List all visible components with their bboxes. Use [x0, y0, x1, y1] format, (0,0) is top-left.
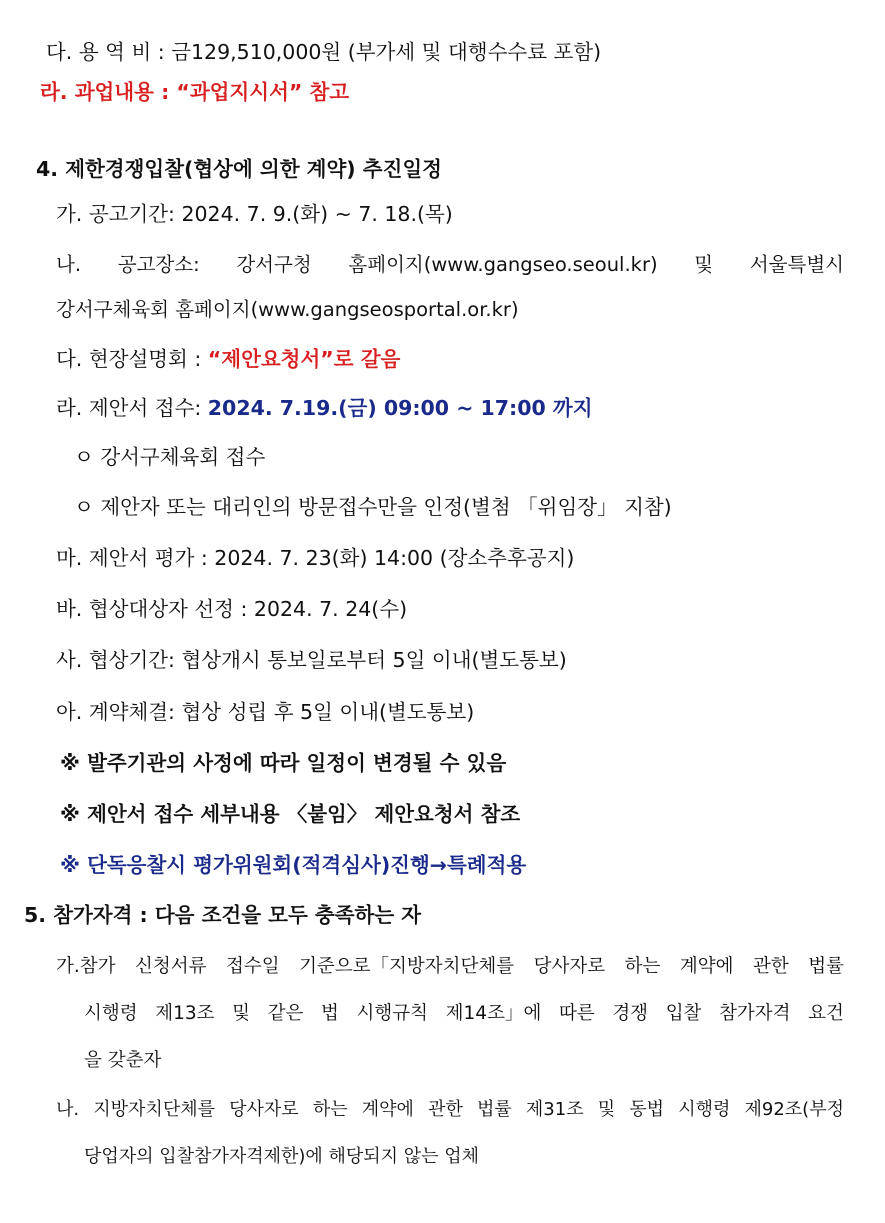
word: 및: [232, 1003, 251, 1024]
word: 제14조」에: [445, 1003, 542, 1024]
note-schedule-change: ※ 발주기관의 사정에 따라 일정이 변경될 수 있음: [60, 751, 507, 775]
word: 및: [694, 253, 714, 276]
word: 신청서류: [134, 956, 207, 977]
word: 서울특별시: [749, 253, 844, 276]
budget-line: 다. 용 역 비 : 금129,510,000원 (부가세 및 대행수수료 포함): [46, 40, 602, 64]
site-briefing-line: [56, 345, 400, 373]
negotiator-selection-line: 바. 협상대상자 선정 : 2024. 7. 24(수): [56, 597, 408, 621]
word: 시행령: [678, 1099, 731, 1120]
qualification-2-line-2: 당업자의 입찰참가자격제한)에 해당되지 않는 업체: [84, 1146, 480, 1167]
word: 당사자로: [533, 956, 606, 977]
proposal-receipt-line: [56, 394, 593, 422]
word: 제31조: [525, 1099, 584, 1120]
evaluation-line: 마. 제안서 평가 : 2024. 7. 23(화) 14:00 (장소추후공지): [56, 546, 575, 570]
word: 공고장소:: [117, 253, 200, 276]
word: 홈페이지(www.gangseo.seoul.kr): [348, 253, 658, 276]
word: 따른: [558, 1003, 595, 1024]
qualification-1-line-1: [56, 953, 844, 981]
word: 법: [321, 1003, 339, 1024]
proposal-receipt-prefix: 라. 제안서 접수:: [56, 396, 208, 420]
word: 같은: [267, 1003, 304, 1024]
contract-signing-line: 아. 계약체결: 협상 성립 후 5일 이내(별도통보): [56, 700, 475, 724]
word: 참가자격: [719, 1003, 791, 1024]
word: 제13조: [155, 1003, 215, 1024]
word: 계약에: [679, 956, 734, 977]
bullet-receipt-place: ㅇ 강서구체육회 접수: [74, 445, 266, 469]
word: 입찰: [665, 1003, 702, 1024]
word: 하는: [624, 956, 661, 977]
site-briefing-red: “제안요청서”로 갈음: [207, 347, 401, 371]
word: 관한: [428, 1099, 463, 1120]
note-single-bid: ※ 단독응찰시 평가위원회(적격심사)진행→특례적용: [60, 853, 527, 877]
task-content-line: 라. 과업내용 : “과업지시서” 참고: [40, 80, 350, 104]
bullet-visit-only: ㅇ 제안자 또는 대리인의 방문접수만을 인정(별첨 「위임장」 지참): [74, 495, 672, 519]
note-receipt-details: ※ 제안서 접수 세부내용 〈붙임〉 제안요청서 참조: [60, 802, 521, 826]
word: 경쟁: [612, 1003, 649, 1024]
section-4-heading: 4. 제한경쟁입찰(협상에 의한 계약) 추진일정: [36, 157, 442, 181]
site-briefing-prefix: 다. 현장설명회 :: [56, 347, 208, 371]
section-5-heading: 5. 참가자격 : 다음 조건을 모두 충족하는 자: [24, 903, 422, 927]
notice-place-line-2: 강서구체육회 홈페이지(www.gangseosportal.or.kr): [56, 298, 519, 321]
word: 접수일: [225, 956, 280, 977]
qualification-1-line-2: [84, 1000, 844, 1028]
word: 법률: [808, 956, 844, 977]
word: 요건: [808, 1003, 844, 1024]
word: 지방자치단체를: [93, 1099, 215, 1120]
word: 및: [597, 1099, 616, 1120]
word: 가.참가: [56, 956, 116, 977]
word: 당사자로: [229, 1099, 299, 1120]
word: 제92조(부정: [744, 1099, 844, 1120]
word: 법률: [476, 1099, 512, 1120]
word: 계약에: [361, 1099, 414, 1120]
word: 동법: [629, 1099, 665, 1120]
word: 강서구청: [236, 253, 312, 276]
word: 시행령: [84, 1003, 138, 1024]
qualification-1-line-3: 을 갖춘자: [84, 1050, 162, 1071]
word: 관한: [752, 956, 789, 977]
notice-place-line-1: [56, 251, 844, 279]
qualification-2-line-1: [56, 1096, 844, 1124]
word: 나.: [56, 253, 82, 276]
word: 나.: [56, 1099, 80, 1120]
notice-period-line: 가. 공고기간: 2024. 7. 9.(화) ~ 7. 18.(목): [56, 202, 453, 226]
proposal-receipt-date: 2024. 7.19.(금) 09:00 ~ 17:00 까지: [207, 396, 593, 420]
word: 시행규칙: [356, 1003, 429, 1024]
word: 기준으로「지방자치단체를: [299, 956, 515, 977]
word: 하는: [312, 1099, 348, 1120]
negotiation-period-line: 사. 협상기간: 협상개시 통보일로부터 5일 이내(별도통보): [56, 648, 567, 672]
